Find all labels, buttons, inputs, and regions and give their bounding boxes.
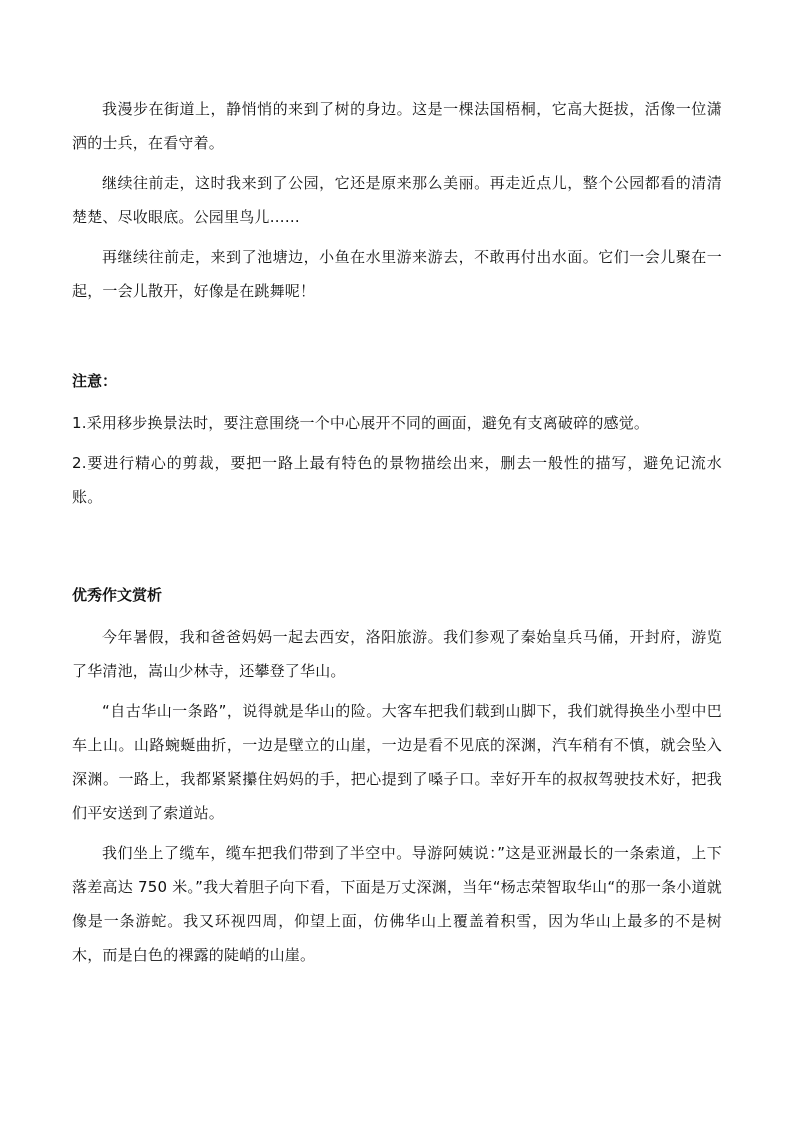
spacer	[72, 520, 722, 578]
intro-paragraph-3: 再继续往前走，来到了池塘边，小鱼在水里游来游去，不敢再付出水面。它们一会儿聚在一起，一会儿散开，好像是在跳舞呢！	[72, 248, 722, 300]
spacer	[72, 314, 722, 364]
intro-section	[72, 92, 722, 308]
essay-paragraph-2: “自古华山一条路”，说得就是华山的险。大客车把我们载到山脚下，我们就得换坐小型中巴车上山。山路蜿蜒曲折，一边是壁立的山崖，一边是看不见底的深渊，汽车稍有不慎，就会坠入深渊。一路上，我都紧紧攥住妈妈的手，把心提到了嗓子口。幸好开车的叔叔驾驶技术好，把我们平安送到了索道站。	[72, 702, 722, 822]
essay-section	[72, 578, 722, 972]
intro-paragraph-1: 我漫步在街道上，静悄悄的来到了树的身边。这是一棵法国梧桐，它高大挺拔，活像一位潇洒的士兵，在看守着。	[72, 100, 722, 152]
essay-heading: 优秀作文赏析	[72, 586, 163, 604]
intro-paragraph-2: 继续往前走，这时我来到了公园，它还是原来那么美丽。再走近点儿，整个公园都看的清清楚楚、尽收眼底。公园里鸟儿……	[72, 174, 722, 226]
notes-heading: 注意：	[72, 372, 118, 390]
note-item-2: 2.要进行精心的剪裁，要把一路上最有特色的景物描绘出来，删去一般性的描写，避免记流水账。	[72, 454, 722, 506]
document-page	[72, 92, 722, 978]
essay-paragraph-3: 我们坐上了缆车，缆车把我们带到了半空中。导游阿姨说：”这是亚洲最长的一条索道，上下落差高达 750 米。”我大着胆子向下看，下面是万丈深渊，当年“杨志荣智取华山“的那一条小道就像是一条游蛇。我又环视四周，仰望上面，仿佛华山上覆盖着积雪，因为华山上最多的不是树木，而是白色的裸露的陡峭的山崖。	[72, 844, 722, 964]
essay-paragraph-1: 今年暑假，我和爸爸妈妈一起去西安，洛阳旅游。我们参观了秦始皇兵马俑，开封府，游览了华清池，嵩山少林寺，还攀登了华山。	[72, 628, 722, 680]
notes-section	[72, 364, 722, 514]
note-item-1: 1.采用移步换景法时，要注意围绕一个中心展开不同的画面，避免有支离破碎的感觉。	[72, 414, 650, 432]
